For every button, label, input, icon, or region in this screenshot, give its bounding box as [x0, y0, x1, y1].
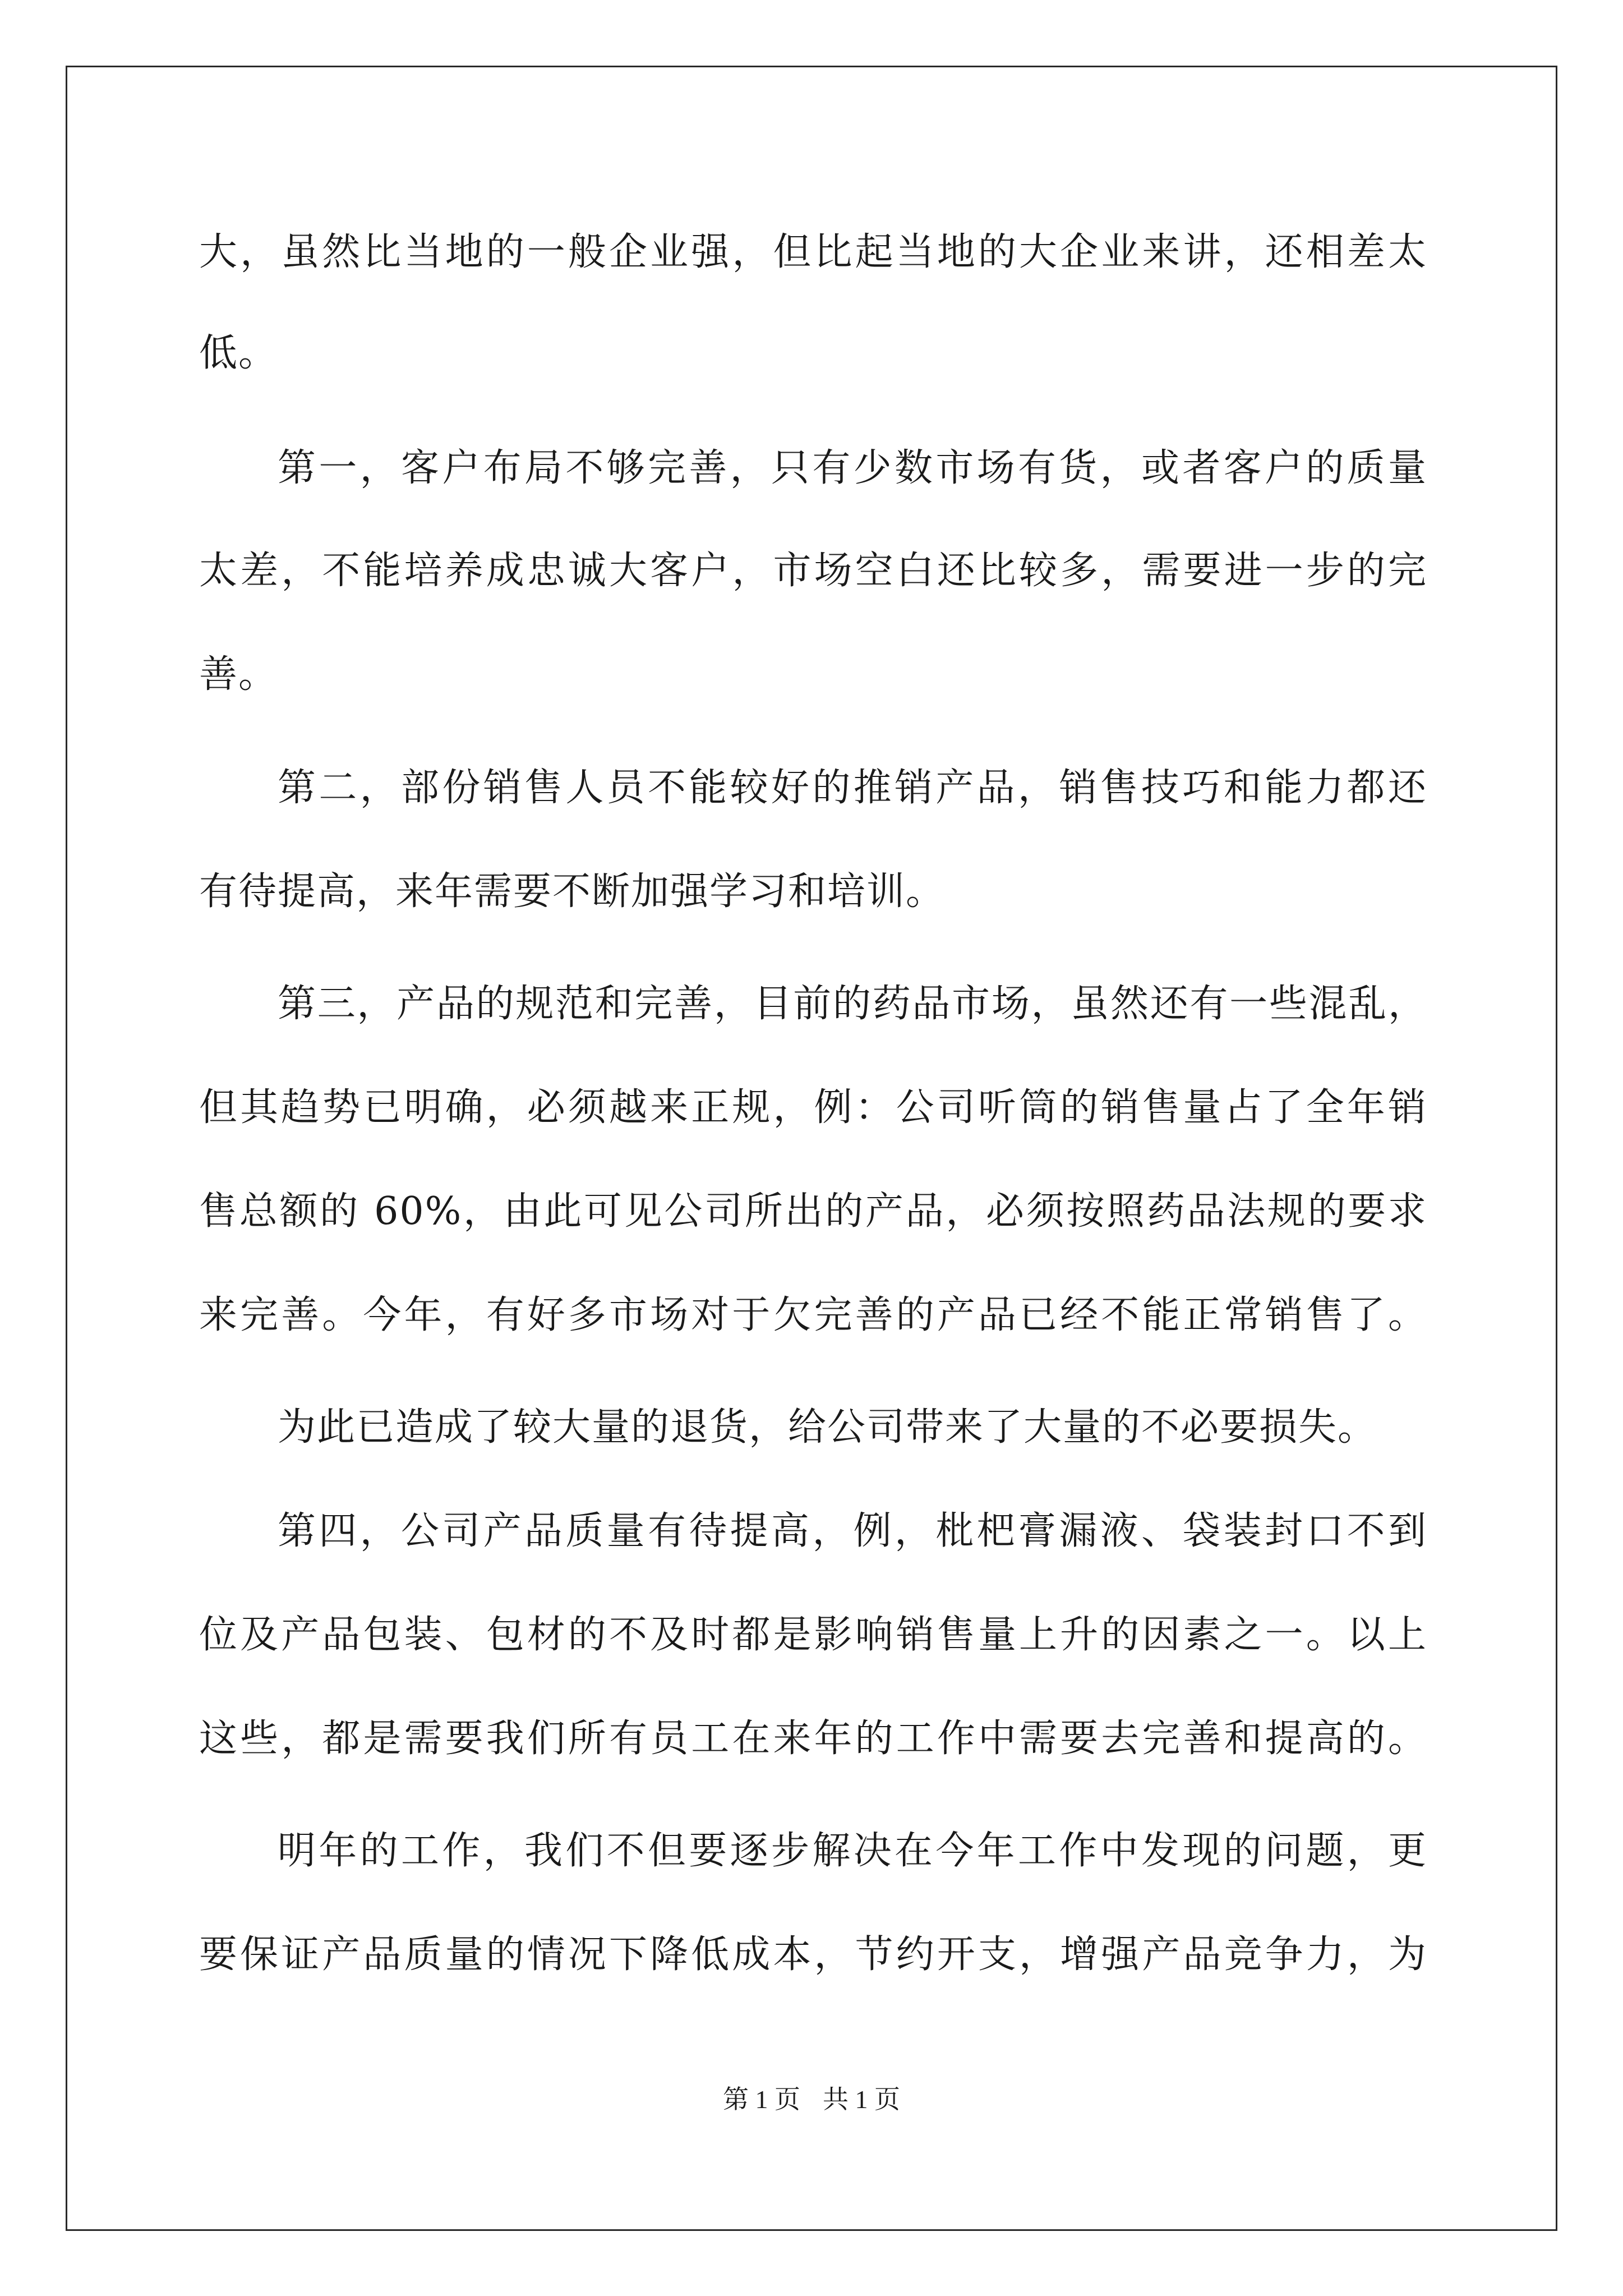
paragraph-start-line: 第四，公司产品质量有待提高，例，枇杷膏漏液、袋装封口不到: [278, 1509, 1427, 1553]
body-line: 但其趋势已明确，必须越来正规，例：公司听筒的销售量占了全年销: [199, 1085, 1427, 1130]
body-line: 太差，不能培养成忠诚大客户，市场空白还比较多，需要进一步的完: [199, 549, 1427, 593]
page-number: 第 1 页: [723, 2085, 800, 2114]
paragraph-start-line: 第一，客户布局不够完善，只有少数市场有货，或者客户的质量: [278, 446, 1427, 490]
body-line: 售总额的 60%，由此可见公司所出的产品，必须按照药品法规的要求: [199, 1189, 1427, 1234]
paragraph-start-line: 为此已造成了较大量的退货，给公司带来了大量的不必要损失。: [278, 1405, 1377, 1450]
body-line: 有待提高，来年需要不断加强学习和培训。: [199, 869, 946, 914]
paragraph-start-line: 第三，产品的规范和完善，目前的药品市场，虽然还有一些混乱，: [278, 982, 1427, 1026]
page-footer: [0, 2084, 1623, 2115]
body-line: 位及产品包装、包材的不及时都是影响销售量上升的因素之一。以上: [199, 1613, 1427, 1657]
body-line: 这些，都是需要我们所有员工在来年的工作中需要去完善和提高的。: [199, 1717, 1427, 1761]
body-line: 大，虽然比当地的一般企业强，但比起当地的大企业来讲，还相差太: [199, 230, 1427, 274]
body-line: 低。: [199, 331, 278, 375]
paragraph-start-line: 第二，部份销售人员不能较好的推销产品，销售技巧和能力都还: [278, 766, 1427, 810]
body-line: 善。: [199, 652, 278, 697]
page-border: [66, 66, 1557, 2231]
body-line: 要保证产品质量的情况下降低成本，节约开支，增强产品竞争力，为: [199, 1932, 1427, 1977]
page-total: 共 1 页: [823, 2085, 900, 2114]
paragraph-start-line: 明年的工作，我们不但要逐步解决在今年工作中发现的问题，更: [278, 1829, 1427, 1873]
body-line: 来完善。今年，有好多市场对于欠完善的产品已经不能正常销售了。: [199, 1293, 1427, 1337]
